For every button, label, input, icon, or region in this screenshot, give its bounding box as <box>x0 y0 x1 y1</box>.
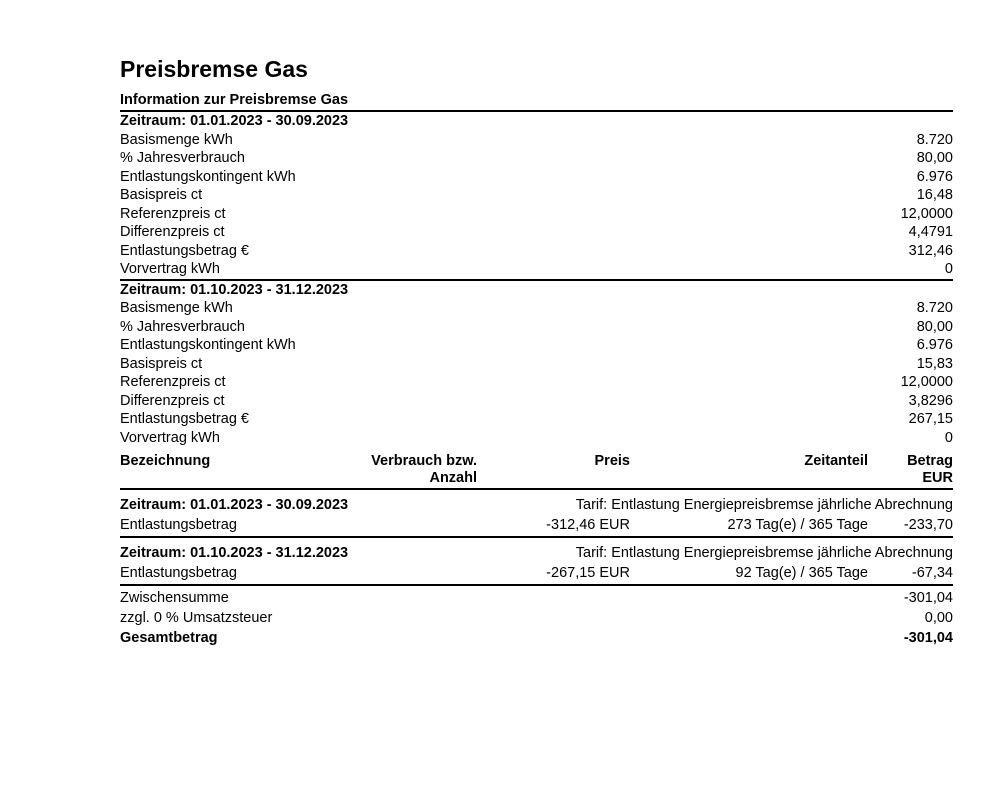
info-row <box>120 149 953 168</box>
header-zeitanteil: Zeitanteil <box>804 453 868 469</box>
page-title: Preisbremse Gas <box>120 56 308 82</box>
row-label: Entlastungsbetrag € <box>120 411 249 427</box>
row-value: 267,15 <box>908 411 953 427</box>
summary-label: Zwischensumme <box>120 590 229 606</box>
row-value: 80,00 <box>916 150 953 166</box>
summary-value: -301,04 <box>903 590 953 606</box>
cell-verbrauch <box>350 563 477 583</box>
period-heading <box>120 281 953 300</box>
row-value: 12,0000 <box>900 205 953 222</box>
info-row <box>120 392 953 411</box>
row-value: 12,0000 <box>900 374 953 390</box>
summary-row-gesamtbetrag <box>120 628 953 648</box>
summary-value: 0,00 <box>924 610 953 626</box>
row-value: 312,46 <box>908 242 953 259</box>
row-value: 16,48 <box>916 187 953 203</box>
cell-zeitanteil: 273 Tag(e) / 365 Tage <box>727 517 868 533</box>
info-row <box>120 429 953 448</box>
header-verbrauch-line1: Verbrauch bzw. <box>371 453 477 469</box>
row-label: Basispreis ct <box>120 355 203 372</box>
table-row <box>120 515 953 535</box>
group-tarif: Tarif: Entlastung Energiepreisbremse jährliche Abrechnung <box>575 545 953 561</box>
header-betrag-line1: Betrag <box>907 453 953 469</box>
document-page <box>120 55 953 648</box>
row-value: 80,00 <box>916 318 953 335</box>
table-row <box>120 563 953 583</box>
cell-betrag: -233,70 <box>903 517 953 533</box>
table-header <box>120 453 953 490</box>
summary-section <box>120 586 953 648</box>
row-label: Referenzpreis ct <box>120 205 226 222</box>
period-label: Zeitraum: 01.01.2023 - 30.09.2023 <box>120 113 349 129</box>
row-label: % Jahresverbrauch <box>120 150 245 166</box>
group-heading <box>120 495 953 515</box>
group-period: Zeitraum: 01.10.2023 - 31.12.2023 <box>120 545 349 561</box>
cell-betrag: -67,34 <box>911 565 953 581</box>
row-label: Entlastungsbetrag € <box>120 242 249 259</box>
period-label: Zeitraum: 01.10.2023 - 31.12.2023 <box>120 281 349 298</box>
row-label: Entlastungskontingent kWh <box>120 337 296 353</box>
info-row <box>120 336 953 355</box>
cell-bezeichnung: Entlastungsbetrag <box>120 565 237 581</box>
info-row <box>120 318 953 337</box>
header-verbrauch-line2: Anzahl <box>429 470 477 486</box>
group-tarif: Tarif: Entlastung Energiepreisbremse jährliche Abrechnung <box>575 497 953 513</box>
summary-value: -301,04 <box>903 630 953 646</box>
info-row <box>120 260 953 279</box>
summary-label: zzgl. 0 % Umsatzsteuer <box>120 610 273 626</box>
table-group <box>120 490 953 538</box>
row-value: 15,83 <box>916 355 953 372</box>
info-row <box>120 131 953 150</box>
group-period: Zeitraum: 01.01.2023 - 30.09.2023 <box>120 497 349 513</box>
row-label: Basispreis ct <box>120 187 203 203</box>
row-value: 6.976 <box>916 168 953 185</box>
info-section <box>120 112 953 447</box>
row-value: 0 <box>944 261 953 277</box>
row-label: Differenzpreis ct <box>120 392 225 409</box>
row-value: 8.720 <box>916 300 953 316</box>
info-period-block <box>120 112 953 281</box>
header-betrag-line2: EUR <box>922 470 953 486</box>
cell-preis: -267,15 EUR <box>546 565 630 581</box>
header-betrag <box>868 453 953 487</box>
header-verbrauch <box>350 453 477 487</box>
info-row <box>120 223 953 242</box>
row-label: Basismenge kWh <box>120 300 233 316</box>
cell-preis: -312,46 EUR <box>546 517 630 533</box>
table-group <box>120 538 953 586</box>
info-row <box>120 299 953 318</box>
info-row <box>120 410 953 429</box>
row-label: Basismenge kWh <box>120 131 233 148</box>
row-value: 8.720 <box>916 131 953 148</box>
cell-verbrauch <box>350 515 477 535</box>
cell-bezeichnung: Entlastungsbetrag <box>120 517 237 533</box>
group-heading <box>120 543 953 563</box>
info-heading: Information zur Preisbremse Gas <box>120 91 953 112</box>
row-value: 4,4791 <box>908 224 953 240</box>
cell-zeitanteil: 92 Tag(e) / 365 Tage <box>735 565 868 581</box>
info-row <box>120 355 953 374</box>
summary-row-umsatzsteuer <box>120 608 953 628</box>
row-label: Vorvertrag kWh <box>120 261 220 277</box>
info-row <box>120 242 953 261</box>
billing-table <box>120 453 953 648</box>
info-row <box>120 168 953 187</box>
info-row <box>120 205 953 224</box>
summary-row-zwischensumme <box>120 588 953 608</box>
info-period-block <box>120 281 953 448</box>
row-value: 0 <box>944 429 953 446</box>
row-label: Entlastungskontingent kWh <box>120 168 296 185</box>
summary-label: Gesamtbetrag <box>120 630 218 646</box>
row-label: Referenzpreis ct <box>120 374 226 390</box>
info-row <box>120 186 953 205</box>
row-label: % Jahresverbrauch <box>120 318 245 335</box>
row-value: 3,8296 <box>908 392 953 409</box>
header-preis: Preis <box>594 453 630 469</box>
row-label: Differenzpreis ct <box>120 224 225 240</box>
row-value: 6.976 <box>916 337 953 353</box>
period-heading <box>120 112 953 131</box>
info-row <box>120 373 953 392</box>
row-label: Vorvertrag kWh <box>120 429 220 446</box>
header-bezeichnung: Bezeichnung <box>120 453 211 469</box>
